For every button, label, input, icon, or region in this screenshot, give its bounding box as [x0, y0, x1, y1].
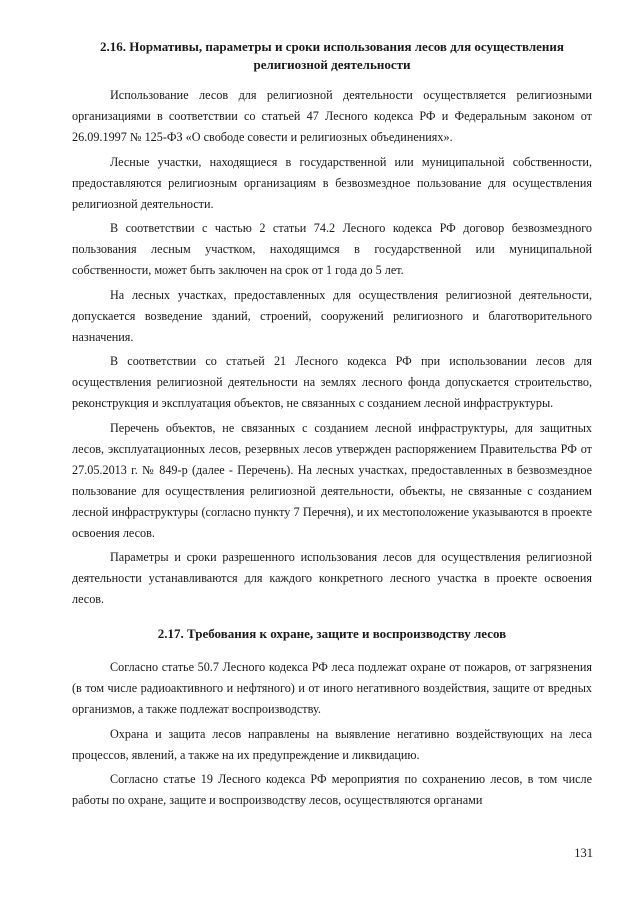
section-2-16-paragraph-7: Параметры и сроки разрешенного использования лесов для осуществления религиозной деятельности устанавливаются для каждого конкретного лесного участка в проекте освоения лесов. [72, 550, 592, 606]
section-2-16-paragraph-5: В соответствии со статьей 21 Лесного кодекса РФ при использовании лесов для осуществления религиозной деятельности на землях лесного фонда допускается строительство, реконструкция и эксплуатация объектов, не связанных с созданием лесной инфраструктуры. [72, 354, 592, 410]
section-2-17-paragraph-3: Согласно статье 19 Лесного кодекса РФ мероприятия по сохранению лесов, в том числе работы по охране, защите и воспроизводству лесов, осуществляются органами [72, 772, 592, 807]
section-2-17-paragraph-2: Охрана и защита лесов направлены на выявление негативно воздействующих на леса процессов, явлений, а также на их предупреждение и ликвидацию. [72, 726, 592, 762]
section-2-16-paragraph-6: Перечень объектов, не связанных с созданием лесной инфраструктуры, для защитных лесов, эксплуатационных лесов, резервных лесов утвержден распоряжением Правительства РФ от 27.05.2013 г. № 849-р (далее - Перечень). На лесных участках, предоставленных в безвозмездное пользование для осуществления религиозной деятельности, объекты, не связанные с созданием лесной инфраструктуры (согласно пункту 7 Перечня), и их местоположение указываются в проекте освоения лесов. [72, 420, 592, 540]
section-2-16-title: 2.16. Нормативы, параметры и сроки использования лесов для осуществления религиозной деятельности [100, 39, 564, 72]
page-number: 131 [574, 846, 593, 860]
section-2-17-paragraph-1: Согласно статье 50.7 Лесного кодекса РФ леса подлежат охране от пожаров, от загрязнения (в том числе радиоактивного и нефтяного) и от иного негативного воздействия, защите от вредных организмов, а также подлежат воспроизводству. [72, 660, 592, 716]
section-2-16-paragraph-2: Лесные участки, находящиеся в государственной или муниципальной собственности, предоставляются религиозным организациям в безвозмездное пользование для осуществления религиозной деятельности. [72, 154, 592, 211]
section-2-17-title: 2.17. Требования к охране, защите и воспроизводству лесов [157, 626, 507, 641]
document-page [72, 38, 592, 815]
section-2-16-paragraph-1: Использование лесов для религиозной деятельности осуществляется религиозными организациями в соответствии со статьей 47 Лесного кодекса РФ и Федеральным законом от 26.09.1997 № 125-ФЗ «О свободе совести и религиозных объединениях». [72, 88, 592, 144]
section-2-16-paragraph-3: В соответствии с частью 2 статьи 74.2 Лесного кодекса РФ договор безвозмездного пользования лесным участком, находящимся в государственной или муниципальной собственности, может быть заключен на срок от 1 года до 5 лет. [72, 221, 592, 277]
section-2-16-paragraph-4: На лесных участках, предоставленных для осуществления религиозной деятельности, допускается возведение зданий, строений, сооружений религиозного и благотворительного назначения. [72, 287, 592, 344]
